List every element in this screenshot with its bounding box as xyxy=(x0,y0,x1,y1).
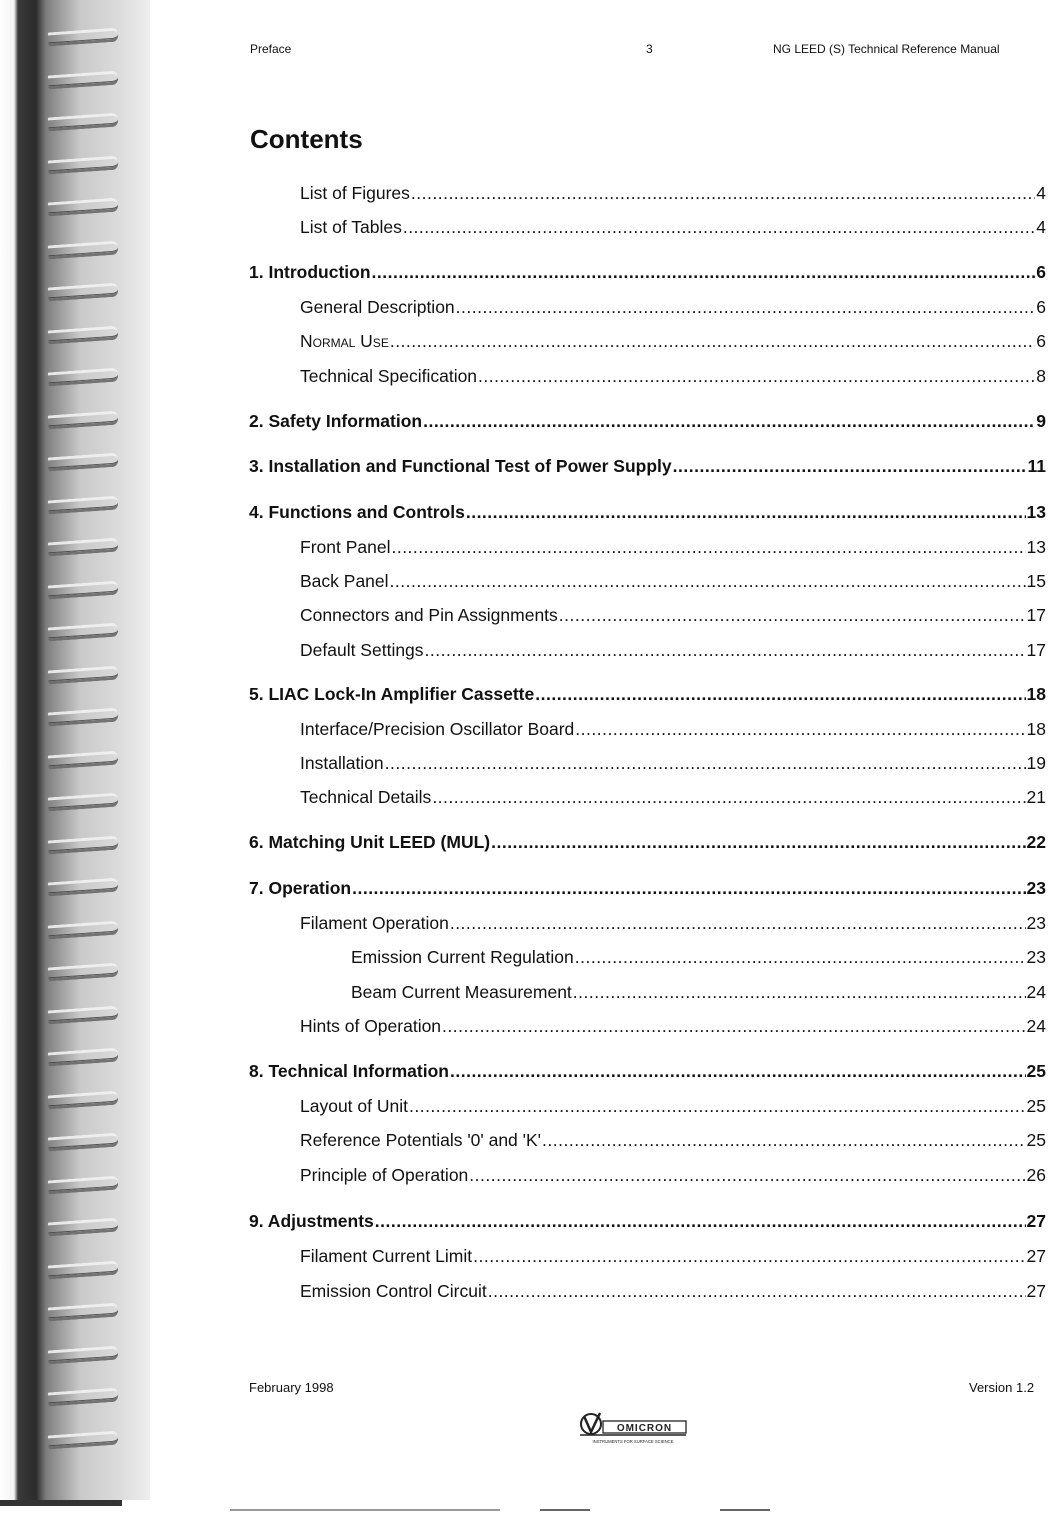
toc-entry-label: Layout of Unit xyxy=(300,1096,408,1116)
binding-coil xyxy=(48,1303,119,1322)
toc-entry-label: Beam Current Measurement xyxy=(351,982,572,1002)
toc-entry-page: 23 xyxy=(1026,878,1046,898)
toc-entry-page: 19 xyxy=(1026,753,1046,773)
toc-section-entry[interactable] xyxy=(300,911,1046,935)
toc-entry-page: 27 xyxy=(1026,1281,1046,1301)
toc-leader-dots xyxy=(456,295,1036,319)
toc-leader-dots xyxy=(575,717,1025,741)
toc-entry-page: 6 xyxy=(1036,297,1046,317)
toc-leader-dots xyxy=(488,1279,1026,1303)
toc-leader-dots xyxy=(478,364,1035,388)
toc-entry-page: 26 xyxy=(1026,1165,1046,1185)
toc-entry-label: 1. Introduction xyxy=(249,262,371,282)
binding-coil xyxy=(48,70,119,89)
toc-entry-page: 13 xyxy=(1026,537,1046,557)
toc-entry-label: Emission Control Circuit xyxy=(300,1281,487,1301)
toc-leader-dots xyxy=(466,500,1026,524)
toc-chapter-entry[interactable] xyxy=(249,260,1046,284)
toc-chapter-entry[interactable] xyxy=(249,682,1046,706)
toc-section-entry[interactable] xyxy=(300,181,1046,205)
toc-entry-label: Emission Current Regulation xyxy=(351,947,574,967)
toc-entry-label: Connectors and Pin Assignments xyxy=(300,605,558,625)
binding-coil xyxy=(48,1218,119,1237)
scan-edge-marks xyxy=(0,1500,1056,1513)
toc-entry-label: Filament Current Limit xyxy=(300,1246,473,1266)
toc-leader-dots xyxy=(559,603,1026,627)
toc-leader-dots xyxy=(423,409,1035,433)
toc-leader-dots xyxy=(432,785,1025,809)
toc-section-entry[interactable] xyxy=(300,1094,1046,1118)
toc-leader-dots xyxy=(450,911,1026,935)
binding-coil xyxy=(48,1048,119,1067)
binding-coil xyxy=(48,793,119,812)
toc-leader-dots xyxy=(542,1128,1026,1152)
toc-entry-page: 24 xyxy=(1026,1016,1046,1036)
toc-leader-dots xyxy=(390,329,1035,353)
toc-chapter-entry[interactable] xyxy=(249,1059,1046,1083)
binding-coil xyxy=(48,708,119,727)
toc-entry-page: 24 xyxy=(1026,982,1046,1002)
toc-entry-label: 5. LIAC Lock-In Amplifier Cassette xyxy=(249,684,535,704)
toc-entry-page: 4 xyxy=(1036,183,1046,203)
omicron-logo xyxy=(578,1410,688,1446)
toc-entry-page: 27 xyxy=(1026,1211,1046,1231)
toc-entry-label: List of Tables xyxy=(300,217,402,237)
toc-section-entry[interactable] xyxy=(300,1244,1046,1268)
footer-version: Version 1.2 xyxy=(969,1380,1035,1395)
toc-leader-dots xyxy=(372,260,1036,284)
toc-section-entry[interactable] xyxy=(300,215,1046,239)
toc-leader-dots xyxy=(403,215,1035,239)
toc-entry-label: Hints of Operation xyxy=(300,1016,442,1036)
toc-leader-dots xyxy=(385,751,1026,775)
binding-coil xyxy=(48,495,119,514)
binding-coil xyxy=(48,1090,119,1109)
binding-coil xyxy=(48,240,119,259)
toc-section-entry[interactable] xyxy=(300,364,1046,388)
toc-entry-label: 3. Installation and Functional Test of Power Supply xyxy=(249,456,672,476)
toc-entry-label: General Description xyxy=(300,297,455,317)
binding-coil xyxy=(48,28,119,47)
toc-entry-page: 17 xyxy=(1026,640,1046,660)
header-manual-title: NG LEED (S) Technical Reference Manual xyxy=(773,42,1000,56)
toc-section-entry[interactable] xyxy=(300,1014,1046,1038)
toc-entry-page: 18 xyxy=(1026,719,1046,739)
toc-leader-dots xyxy=(575,945,1026,969)
toc-entry-page: 4 xyxy=(1036,217,1046,237)
toc-entry-label: Interface/Precision Oscillator Board xyxy=(300,719,575,739)
toc-entry-page: 18 xyxy=(1026,684,1046,704)
toc-chapter-entry[interactable] xyxy=(249,454,1046,478)
toc-leader-dots xyxy=(673,454,1027,478)
toc-entry-label: 6. Matching Unit LEED (MUL) xyxy=(249,832,491,852)
toc-entry-label: Front Panel xyxy=(300,537,391,557)
binding-coil xyxy=(48,750,119,769)
svg-text:INSTRUMENTS FOR SURFACE SCIENC: INSTRUMENTS FOR SURFACE SCIENCE xyxy=(592,1439,674,1444)
binding-coil xyxy=(48,1175,119,1194)
toc-entry-label: 9. Adjustments xyxy=(249,1211,374,1231)
toc-chapter-entry[interactable] xyxy=(249,409,1046,433)
toc-entry-label: Default Settings xyxy=(300,640,424,660)
binding-coil xyxy=(48,623,119,642)
toc-entry-page: 9 xyxy=(1036,411,1046,431)
toc-entry-page: 23 xyxy=(1026,913,1046,933)
binding-coil xyxy=(48,580,119,599)
toc-leader-dots xyxy=(473,1244,1025,1268)
toc-entry-label: Technical Specification xyxy=(300,366,478,386)
toc-leader-dots xyxy=(425,638,1026,662)
toc-chapter-entry[interactable] xyxy=(249,830,1046,854)
toc-leader-dots xyxy=(442,1014,1025,1038)
toc-section-entry[interactable] xyxy=(300,535,1046,559)
toc-section-entry[interactable] xyxy=(300,1279,1046,1303)
toc-entry-page: 25 xyxy=(1026,1130,1046,1150)
toc-section-entry[interactable] xyxy=(300,295,1046,319)
svg-text:OMICRON: OMICRON xyxy=(616,1423,673,1434)
toc-section-entry[interactable] xyxy=(300,1128,1046,1152)
toc-entry-label: 7. Operation xyxy=(249,878,352,898)
toc-section-entry[interactable] xyxy=(300,329,1046,353)
toc-entry-label: Back Panel xyxy=(300,571,389,591)
toc-leader-dots xyxy=(491,830,1025,854)
binding-coil xyxy=(48,368,119,387)
footer-date: February 1998 xyxy=(249,1380,334,1395)
binding-coil xyxy=(48,920,119,939)
toc-entry-label: Technical Details xyxy=(300,787,432,807)
binding-coil xyxy=(48,963,119,982)
toc-leader-dots xyxy=(375,1209,1026,1233)
toc-section-entry[interactable] xyxy=(300,1163,1046,1187)
toc-chapter-entry[interactable] xyxy=(249,876,1046,900)
binding-coil xyxy=(48,1345,119,1364)
toc-entry-page: 15 xyxy=(1026,571,1046,591)
toc-entry-page: 8 xyxy=(1036,366,1046,386)
toc-entry-label: 2. Safety Information xyxy=(249,411,423,431)
toc-chapter-entry[interactable] xyxy=(249,1209,1046,1233)
toc-section-entry[interactable] xyxy=(300,603,1046,627)
toc-leader-dots xyxy=(535,682,1025,706)
binding-coil xyxy=(48,113,119,132)
header-page-number: 3 xyxy=(646,42,653,56)
binding-coil xyxy=(48,155,119,174)
toc-entry-page: 6 xyxy=(1036,331,1046,351)
toc-leader-dots xyxy=(573,980,1026,1004)
binding-coil xyxy=(48,538,119,557)
toc-leader-dots xyxy=(390,569,1026,593)
binding-coil xyxy=(48,283,119,302)
binding-coil xyxy=(48,410,119,429)
toc-section-entry[interactable] xyxy=(300,717,1046,741)
toc-section-entry[interactable] xyxy=(300,785,1046,809)
binding-coil xyxy=(48,1133,119,1152)
toc-leader-dots xyxy=(409,1094,1026,1118)
binding-coil xyxy=(48,325,119,344)
page-title: Contents xyxy=(250,124,363,154)
toc-section-entry[interactable] xyxy=(300,751,1046,775)
toc-entry-page: 17 xyxy=(1026,605,1046,625)
toc-entry-page: 6 xyxy=(1036,262,1046,282)
toc-entry-label: Principle of Operation xyxy=(300,1165,469,1185)
toc-entry-label: 4. Functions and Controls xyxy=(249,502,465,522)
binding-coil xyxy=(48,878,119,897)
binding-coil xyxy=(48,1430,119,1449)
binding-coil xyxy=(48,665,119,684)
binding-coil xyxy=(48,453,119,472)
toc-entry-label: Normal Use xyxy=(300,331,389,351)
binding-coil xyxy=(48,835,119,854)
toc-entry-label: Reference Potentials '0' and 'K' xyxy=(300,1130,542,1150)
toc-section-entry[interactable] xyxy=(351,980,1046,1004)
toc-chapter-entry[interactable] xyxy=(249,500,1046,524)
toc-leader-dots xyxy=(391,535,1025,559)
binding-coil xyxy=(48,1388,119,1407)
toc-entry-page: 25 xyxy=(1026,1096,1046,1116)
header-section: Preface xyxy=(250,42,292,56)
toc-entry-page: 27 xyxy=(1026,1246,1046,1266)
toc-leader-dots xyxy=(352,876,1025,900)
toc-entry-page: 22 xyxy=(1026,832,1046,852)
toc-entry-page: 13 xyxy=(1026,502,1046,522)
toc-entry-label: Installation xyxy=(300,753,384,773)
binding-coil xyxy=(48,1260,119,1279)
toc-entry-page: 11 xyxy=(1027,456,1046,476)
toc-entry-label: List of Figures xyxy=(300,183,410,203)
toc-section-entry[interactable] xyxy=(351,945,1046,969)
toc-entry-label: Filament Operation xyxy=(300,913,449,933)
toc-section-entry[interactable] xyxy=(300,638,1046,662)
binding-coil xyxy=(48,198,119,217)
toc-entry-page: 21 xyxy=(1026,787,1046,807)
spiral-binding xyxy=(0,0,150,1500)
toc-entry-label: 8. Technical Information xyxy=(249,1061,449,1081)
toc-leader-dots xyxy=(411,181,1035,205)
toc-entry-page: 23 xyxy=(1026,947,1046,967)
binding-coil xyxy=(48,1005,119,1024)
toc-section-entry[interactable] xyxy=(300,569,1046,593)
toc-entry-page: 25 xyxy=(1026,1061,1046,1081)
toc-leader-dots xyxy=(469,1163,1025,1187)
toc-leader-dots xyxy=(450,1059,1026,1083)
